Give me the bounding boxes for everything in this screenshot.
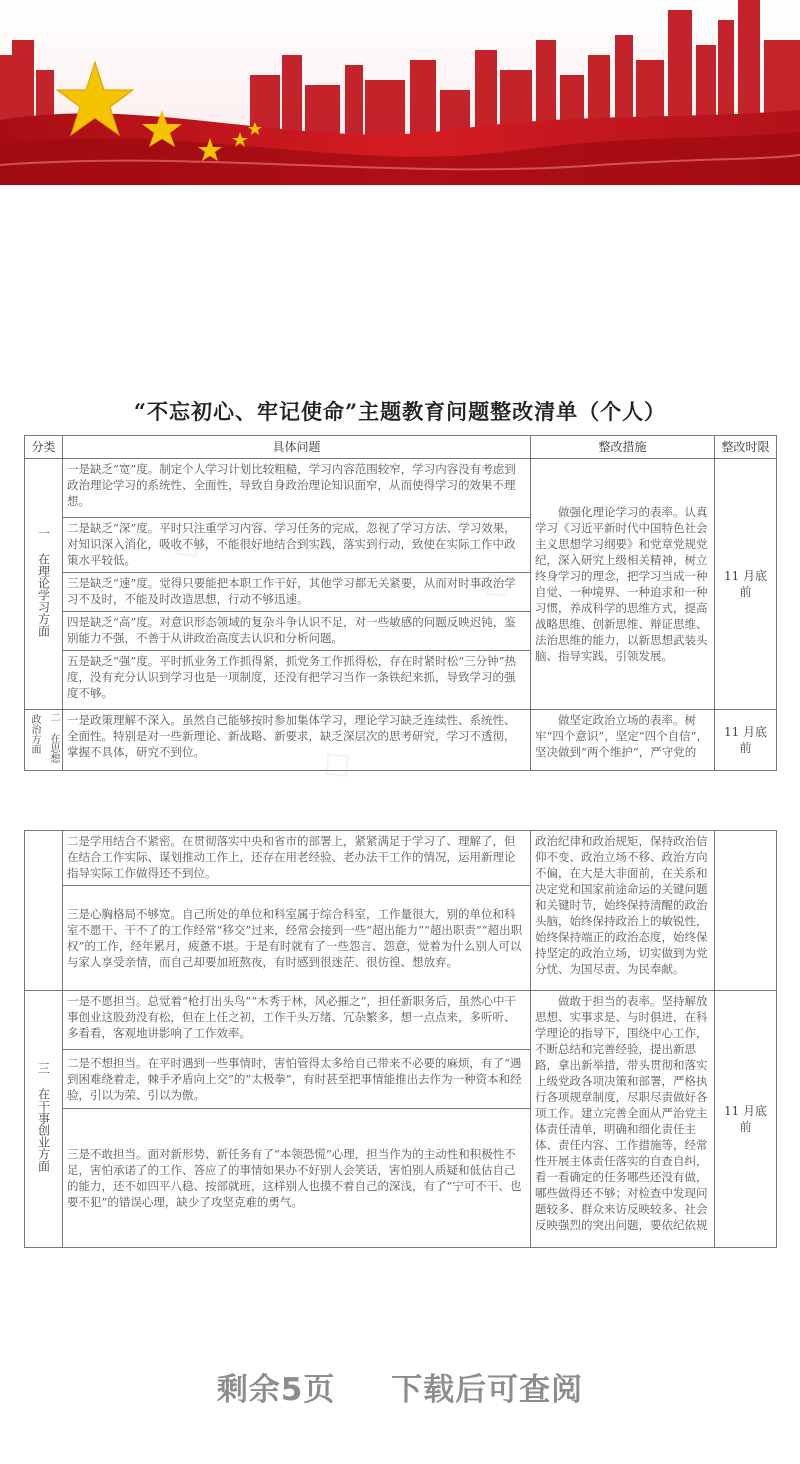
problem-cell: 三是心胸格局不够宽。自己所处的单位和科室属于综合科室，工作量很大，别的单位和科室不愿干、干不了的工作经常“移交”过来，经常会接到一些“超出能力”“超出职责”“超出职权”的工作，经年累月，疲惫不堪。于是有时就有了一些怨言、怨意，觉着为什么别人可以与家人享受亲情，而自己却要加班熬夜，有时感到很迷茫、很彷徨、想放弃。	[63, 886, 531, 991]
measure-cell: 做强化理论学习的表率。认真学习《习近平新时代中国特色社会主义思想学习纲要》和党章党规党纪，深入研究上级相关精神，树立终身学习的理念，把学习当成一种自觉、一种境界、一种追求和一种习惯，养成科学的思维方式，提高战略思维、创新思维、辩证思维、法治思维的能力，以新思想武装头脑、指导实践，引领发展。	[531, 459, 715, 710]
red-banner-header	[0, 0, 800, 185]
header-problem: 具体问题	[63, 436, 531, 459]
deadline-cell	[715, 831, 777, 991]
category-cell	[25, 459, 63, 710]
problem-cell: 五是缺乏“强”度。平时抓业务工作抓得紧，抓党务工作抓得松，存在时紧时松“三分钟”热度，没有充分认识到学习也是一项制度，还没有把学习当作一条铁纪来抓，导致学习的强度不够。	[63, 651, 531, 710]
city-skyline-illustration	[0, 0, 800, 185]
table-row	[25, 459, 777, 518]
rectification-table	[24, 435, 777, 771]
category-label: 三 在干事创业方面	[36, 1062, 51, 1172]
measure-cell: 做敢于担当的表率。坚持解放思想、实事求是、与时俱进，在科学理论的指导下，围绕中心工作，不断总结和完善经验，提出新思路，拿出新举措，带头贯彻和落实上级党政各项决策和部署，严格执行各项规章制度，尽职尽责做好各项工作。建立完善全面从严治党主体责任清单，明确和细化责任主体、责任内容、工作措施等，经常性开展主体责任落实的自查自纠，看一看确定的任务哪些还没有做，哪些做得还不够；对检查中发现问题较多、群众来访反映较多、社会反映强烈的突出问题，要依纪依规	[531, 991, 715, 1248]
rectification-table-continued	[24, 830, 777, 1248]
header-deadline: 整改时限	[715, 436, 777, 459]
category-label: 二 在思想	[48, 712, 59, 763]
document-title: “不忘初心、牢记使命”主题教育问题整改清单（个人）	[133, 399, 667, 424]
deadline-cell: 11 月底前	[715, 459, 777, 710]
problem-cell: 一是不愿担当。总觉着“枪打出头鸟”“木秀于林，风必摧之”，担任新职务后，虽然心中干事创业这股劲没有松，但在上任之初，工作千头万绪、冗杂繁多，想一点点来，多听听、多看看，客观地讲影响了工作效率。	[63, 991, 531, 1050]
download-to-read-text: 下载后可查阅	[391, 1372, 584, 1408]
watermark: ◇	[308, 735, 362, 791]
measure-cell: 做坚定政治立场的表率。树牢“四个意识”，坚定“四个自信”，坚决做到“两个维护”，严守党的	[531, 710, 715, 771]
deadline-cell: 11 月底前	[715, 710, 777, 771]
watermark: ◇	[158, 515, 212, 571]
problem-cell: 一是政策理解不深入。虽然自己能够按时参加集体学习，理论学习缺乏连续性、系统性、全面性。特别是对一些新理论、新战略、新要求，缺乏深层次的思考研究，学习不透彻，掌握不具体，研究不到位。	[63, 710, 531, 771]
category-cell	[25, 991, 63, 1248]
problem-cell: 二是不想担当。在平时遇到一些事情时，害怕管得太多给自己带来不必要的麻烦，有了“遇到困难绕着走，棘手矛盾向上交”的“太极拳”，有时甚至把事情能推出去作为一种资本和经验，引以为荣、引以为傲。	[63, 1050, 531, 1109]
table-row	[25, 991, 777, 1050]
table-row	[25, 710, 777, 771]
remaining-pages-text: 剩余5页	[216, 1372, 336, 1408]
problem-cell: 二是学用结合不紧密。在贯彻落实中央和省市的部署上，紧紧满足于学习了、理解了，但在结合工作实际、谋划推动工作上，还存在用老经验、老办法干工作的情况，运用新理论指导实际工作做得还不到位。	[63, 831, 531, 886]
watermark: ◇	[468, 555, 522, 611]
table-row	[25, 831, 777, 886]
deadline-cell: 11 月底前	[715, 991, 777, 1248]
table-header-row	[25, 436, 777, 459]
header-category: 分类	[25, 436, 63, 459]
measure-cell: 政治纪律和政治规矩，保持政治信仰不变、政治立场不移、政治方向不偏，在大是大非面前，在关系和决定党和国家前途命运的关键问题和关键时节，始终保持清醒的政治头脑，始终保持政治上的敏锐性，始终保持端正的政治态度，始终保持坚定的政治立场，切实做到为党分忧、为国尽责、为民奉献。	[531, 831, 715, 991]
category-cell	[25, 831, 63, 991]
header-measure: 整改措施	[531, 436, 715, 459]
category-label: 政治方面	[29, 714, 40, 754]
category-cell	[25, 710, 63, 771]
problem-cell: 一是缺乏“宽”度。制定个人学习计划比较粗糙，学习内容范围较窄，学习内容没有考虑到政治理论学习的系统性、全面性，导致自身政治理论知识面窄，从而使得学习的效果不理想。	[63, 459, 531, 518]
problem-cell: 二是缺乏“深”度。平时只注重学习内容、学习任务的完成，忽视了学习方法、学习效果，对知识深入消化，吸收不够，不能很好地结合到实践，落实到行动，致使在实际工作中政策水平较低。	[63, 518, 531, 573]
download-prompt[interactable]	[0, 1364, 800, 1409]
category-label: 一 在理论学习方面	[36, 527, 51, 637]
problem-cell: 四是缺乏“高”度。对意识形态领域的复杂斗争认识不足，对一些敏感的问题反映迟钝，鉴别能力不强，不善于从讲政治高度去认识和分析问题。	[63, 612, 531, 651]
problem-cell: 三是不敢担当。面对新形势、新任务有了“本领恐慌”心理，担当作为的主动性和积极性不足，害怕承诺了的工作、答应了的事情如果办不好别人会笑话，害怕别人质疑和低估自己的能力，还不如四平八稳、按部就班，这样别人也摸不着自己的深浅，有了“宁可不干、也要不犯”的错误心理，缺少了攻坚克难的勇气。	[63, 1109, 531, 1248]
problem-cell: 三是缺乏“速”度。觉得只要能把本职工作干好，其他学习都无关紧要，从而对时事政治学习不及时，不能及时改造思想，行动不够迅速。	[63, 573, 531, 612]
